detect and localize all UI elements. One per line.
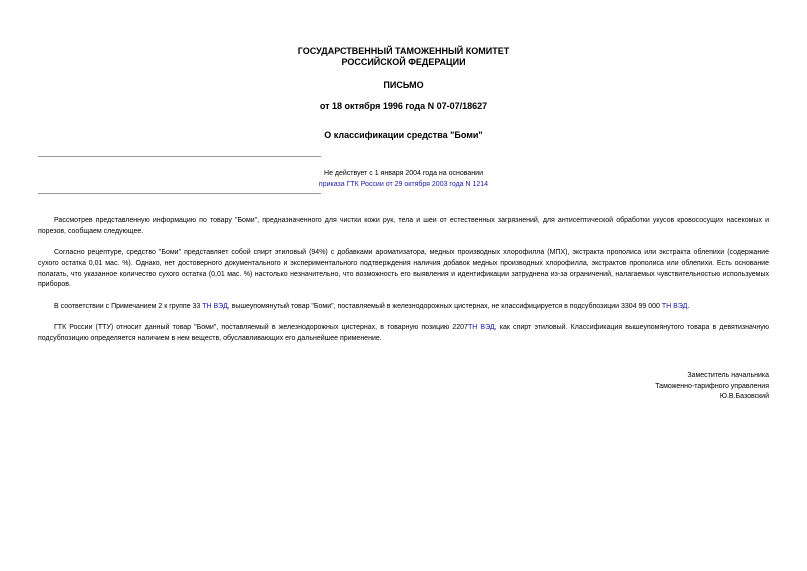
paragraph-4-text-a: ГТК России (ТТУ) относит данный товар "Боми", поставляемый в железнодорожных цистернах, в товарную позицию 2207 [54,324,468,332]
letter-body [38,216,769,355]
status-text: Не действует с 1 января 2004 года на основании [324,170,483,177]
document-date-number: от 18 октября 1996 года N 07-07/18627 [319,101,488,111]
tn-ved-link[interactable]: ТН ВЭД [202,302,228,310]
signatory-name: Ю.В.Базовский [719,393,769,400]
signatory-position-1: Заместитель начальника [687,372,769,379]
tn-ved-link[interactable]: ТН ВЭД [467,324,495,332]
issuer-name-line-2: РОССИЙСКОЙ ФЕДЕРАЦИИ [341,57,466,67]
document-type: ПИСЬМО [383,80,424,90]
paragraph-4 [38,323,769,345]
signature-block [655,371,769,403]
paragraph-3 [38,302,769,313]
paragraph-2: Согласно рецептуре, средство "Боми" представляет собой спирт этиловый (94%) с добавками ароматизатора, медных производных хлорофилла (МПХ), экстракта прополиса или экстракта облепихи (содержание сухого остатка 0,01 мас. %). Однако, нет достоверного документального и экспериментального подтверждения наличия добавок медных производных хлорофилла, экстрактов прополиса или облепихи. Есть основание полагать, что указанное количество сухого остатка (0,01 мас. %) настолько незначительно, что возможность его выявления и идентификации затруднена из-за ограничений, налагаемых чувствительностью используемых приборов. [38,249,769,289]
issuer-header [0,46,807,68]
signatory-position-2: Таможенно-тарифного управления [655,382,769,390]
paragraph-3-text-a: В соответствии с Примечанием 2 к группе 33 [54,302,203,310]
status-divider-top [38,156,321,157]
paragraph-4-text-b: , как спирт этиловый. Классификация вышеупомянутого товара в девятизначную подсубпозицию определяется наличием в нем веществ, обуславливающих его дальнейшее применение. [38,324,769,342]
document-status [0,168,807,190]
paragraph-3-text-c: . [687,302,690,310]
tn-ved-link[interactable]: ТН ВЭД [661,302,688,310]
issuer-name-line-1: ГОСУДАРСТВЕННЫЙ ТАМОЖЕННЫЙ КОМИТЕТ [297,46,510,56]
paragraph-1: Рассмотрев представленную информацию по товару "Боми", предназначенного для чистки кожи рук, тела и шеи от естественных загрязнений, для антисептической обработки укусов кровососущих насекомых и порезов, сообщаем следующее. [38,217,769,235]
document-subject: О классификации средства "Боми" [324,130,483,140]
status-order-link[interactable]: приказа ГТК России от 29 октября 2003 года N 1214 [318,181,489,188]
status-divider-bottom [38,193,321,194]
paragraph-3-text-b: , вышеупомянутый товар "Боми", поставляемый в железнодорожных цистернах, не классифицируется в подсубпозиции 3304 99 000 [227,302,662,310]
